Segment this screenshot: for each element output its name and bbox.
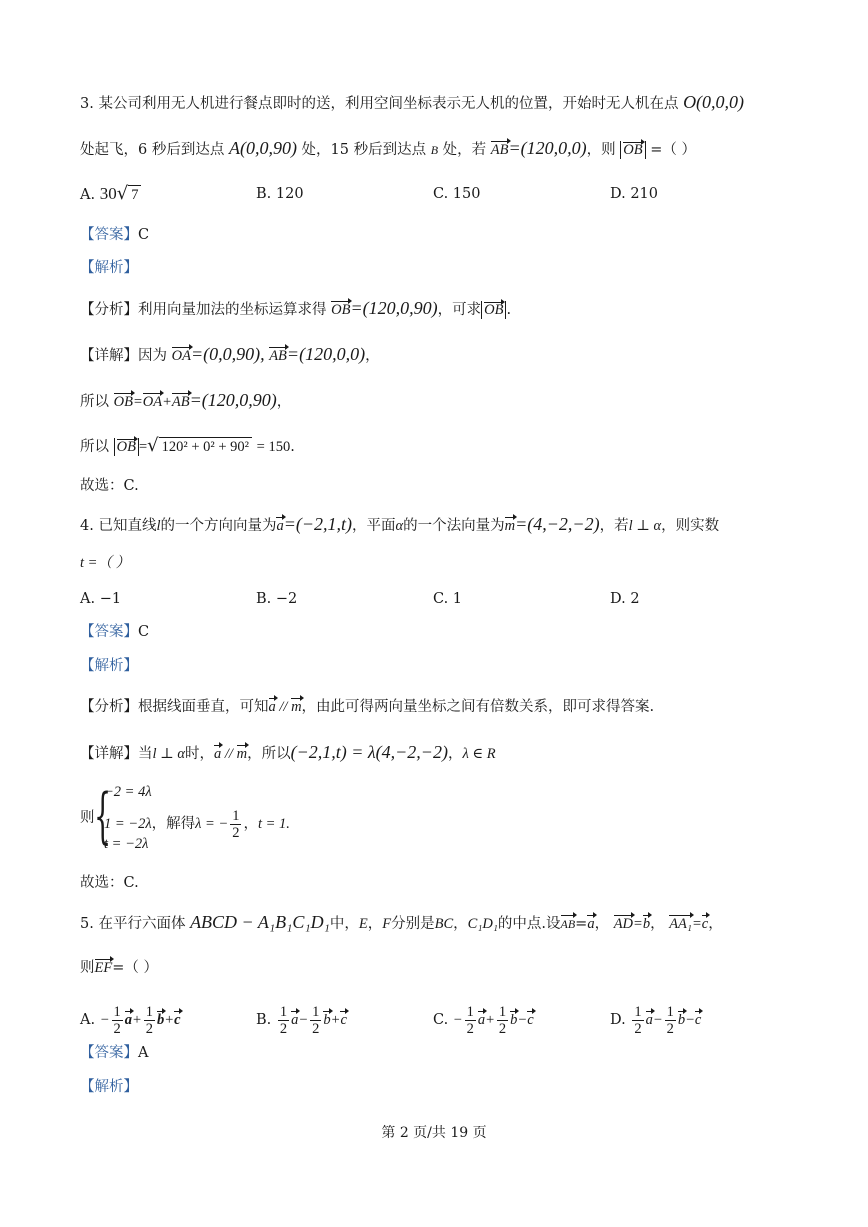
q5-option-a: A. − $\frac{1}{2}$ a+ $\frac{1}{2}$ b+c <box>80 1004 181 1037</box>
eq-row-1: −2 = 4λ <box>104 784 152 800</box>
q3-line1: 3. 某公司利用无人机进行餐点即时的送，利用空间坐标表示无人机的位置，开始时无人机在点 O(0,0,0) <box>80 92 745 112</box>
fraction-one-half: $\frac{1}{2}$ <box>232 808 240 841</box>
q3-option-d: D. 210 <box>610 186 659 202</box>
vector-ab: AB <box>490 142 509 158</box>
q3-answer: 【答案】C <box>80 227 150 243</box>
q5-analysis-tag: 【解析】 <box>80 1079 138 1095</box>
q4-option-d: D. 2 <box>610 591 640 607</box>
q3-origin-point: O(0,0,0) <box>683 92 745 112</box>
q4-analysis-tag: 【解析】 <box>80 658 138 674</box>
q3-detail-2: 所以 OB=OA+AB=(120,0,90)， <box>80 390 292 410</box>
q5-answer: 【答案】A <box>80 1045 149 1061</box>
q3-analysis-tag: 【解析】 <box>80 260 138 276</box>
q3-line2: 处起飞，6 秒后到达点 A(0,0,90) 处，15 秒后到达点 B 处，若 AB=(120,0,0)，则 OB =（ ） <box>80 138 696 158</box>
q4-line2: t =（ ） <box>80 555 131 571</box>
q4-conclusion: 故选：C. <box>80 875 139 891</box>
q5-option-d: D. $\frac{1}{2}$ a− $\frac{1}{2}$ b−c <box>610 1004 702 1037</box>
q5-line1: 5. 在平行六面体 ABCD − A₁B₁C₁D₁中，E，F分别是BC，C₁D₁的中点.设AB=a， AD=b， AA₁=c， <box>80 912 723 932</box>
q4-line1: 4. 已知直线l的一个方向向量为a=(−2,1,t)，平面α的一个法向量为m=(4,−2,−2)，若l ⊥ α，则实数 <box>80 514 720 534</box>
q4-detail-1: 【详解】当l ⊥ α时，a // m，所以(−2,1,t) = λ(4,−2,−2)，λ ∈ R <box>80 742 496 762</box>
q5-line2: 则EF=（ ） <box>80 960 158 976</box>
q3-detail-1: 【详解】因为 OA=(0,0,90), AB=(120,0,0)， <box>80 344 380 364</box>
q3-detail-3: 所以 OB =√ 120² + 0² + 90² = 150. <box>80 435 295 456</box>
q3-option-c: C. 150 <box>433 186 481 202</box>
q3-conclusion: 故选：C. <box>80 478 139 494</box>
left-brace: { <box>94 781 112 851</box>
q3-option-b: B. 120 <box>256 186 304 202</box>
q5-option-b: B. $\frac{1}{2}$ a− $\frac{1}{2}$ b+c <box>256 1004 347 1037</box>
q5-option-c: C. − $\frac{1}{2}$ a+ $\frac{1}{2}$ b−c <box>433 1004 534 1037</box>
page-footer: 第 2 页/共 19 页 <box>381 1125 487 1141</box>
q3-option-a: A. 30√ 7 <box>80 184 141 205</box>
abs-ob: OB <box>620 141 645 159</box>
q4-option-a: A. −1 <box>80 591 122 607</box>
q3-point-a: A(0,0,90) <box>228 138 297 158</box>
eq-row-2: 1 = −2λ，解得λ = − $\frac{1}{2}$ ，t = 1. <box>104 808 290 841</box>
q4-fenxi: 【分析】根据线面垂直，可知a // m，由此可得两向量坐标之间有倍数关系，即可求得答案. <box>80 699 655 715</box>
q3-fenxi: 【分析】利用向量加法的坐标运算求得 OB=(120,0,90)，可求 OB . <box>80 298 512 318</box>
q4-answer: 【答案】C <box>80 624 150 640</box>
q4-option-b: B. −2 <box>256 591 298 607</box>
q4-option-c: C. 1 <box>433 591 463 607</box>
eq-row-3: t = −2λ <box>104 836 149 852</box>
